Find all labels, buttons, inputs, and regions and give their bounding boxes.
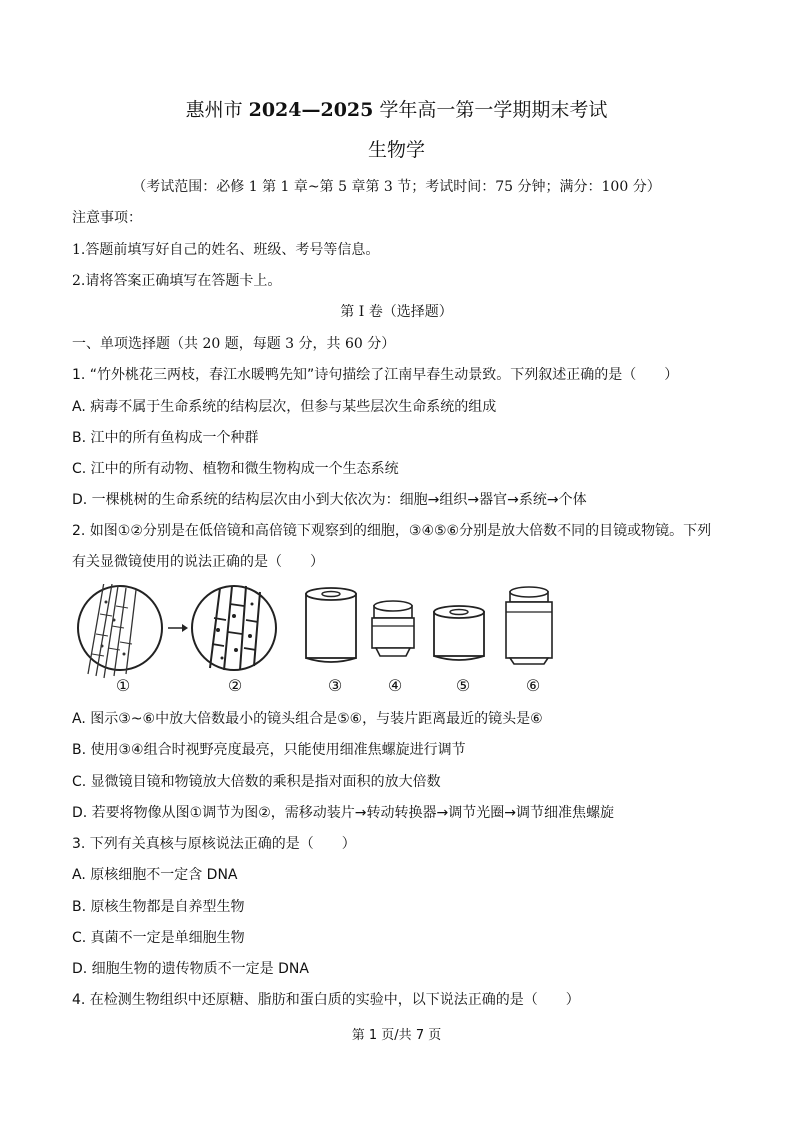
question-3-option-a: A. 原核细胞不一定含 DNA (72, 867, 238, 883)
question-2-option-b: B. 使用③④组合时视野亮度最亮，只能使用细准焦螺旋进行调节 (72, 742, 466, 758)
microscope-figure-svg (74, 584, 564, 704)
question-2-stem-cont: 有关显微镜使用的说法正确的是（ ） (72, 554, 324, 570)
arrow-icon (168, 624, 188, 632)
notes-heading: 注意事项： (72, 210, 142, 226)
question-2-stem: 2. 如图①②分别是在低倍镜和高倍镜下观察到的细胞，③④⑤⑥分别是放大倍数不同的目镜或物镜。下列 (72, 523, 712, 539)
figure-label-6: ⑥ (525, 676, 541, 695)
question-1-option-b: B. 江中的所有鱼构成一个种群 (72, 430, 259, 446)
figure-label-3: ③ (327, 676, 343, 695)
question-3-option-b: B. 原核生物都是自养型生物 (72, 899, 245, 915)
microscope-figure (74, 584, 564, 704)
question-2-option-c: C. 显微镜目镜和物镜放大倍数的乘积是指对面积的放大倍数 (72, 774, 441, 790)
page-number: 第 1 页/共 7 页 (351, 1028, 442, 1043)
question-3-stem: 3. 下列有关真核与原核说法正确的是（ ） (72, 836, 356, 852)
question-1-option-d: D. 一棵桃树的生命系统的结构层次由小到大依次为：细胞→组织→器官→系统→个体 (72, 492, 587, 508)
lens-3-image (306, 588, 356, 662)
high-power-view-image (192, 586, 276, 670)
lens-5-image (434, 606, 484, 660)
exam-title: 惠州市 2024—2025 学年高一第一学期期末考试 (185, 99, 608, 121)
question-4-stem: 4. 在检测生物组织中还原糖、脂肪和蛋白质的实验中，以下说法正确的是（ ） (72, 992, 580, 1008)
question-1-option-c: C. 江中的所有动物、植物和微生物构成一个生态系统 (72, 461, 399, 477)
question-1-option-a: A. 病毒不属于生命系统的结构层次，但参与某些层次生命系统的组成 (72, 399, 497, 415)
lens-4-image (372, 601, 414, 656)
question-1-stem: 1. “竹外桃花三两枝，春江水暖鸭先知”诗句描绘了江南早春生动景致。下列叙述正确的是（ ） (72, 367, 679, 383)
part-heading: 一、单项选择题（共 20 题，每题 3 分，共 60 分） (72, 336, 396, 352)
exam-scope: （考试范围：必修 1 第 1 章~第 5 章第 3 节；考试时间：75 分钟；满分：100 分） (132, 179, 661, 195)
question-3-option-c: C. 真菌不一定是单细胞生物 (72, 930, 245, 946)
volume-heading: 第 I 卷（选择题） (340, 304, 453, 320)
figure-label-4: ④ (387, 676, 403, 695)
question-2-option-d: D. 若要将物像从图①调节为图②，需移动装片→转动转换器→调节光圈→调节细准焦螺旋 (72, 805, 614, 821)
lens-6-image (506, 587, 552, 664)
note-item: 2.请将答案正确填写在答题卡上。 (72, 273, 282, 289)
figure-label-5: ⑤ (455, 676, 471, 695)
subject-title: 生物学 (367, 139, 425, 161)
low-power-view-image (78, 584, 162, 678)
question-3-option-d: D. 细胞生物的遗传物质不一定是 DNA (72, 961, 309, 977)
note-item: 1.答题前填写好自己的姓名、班级、考号等信息。 (72, 242, 380, 258)
question-2-option-a: A. 图示③~⑥中放大倍数最小的镜头组合是⑤⑥，与装片距离最近的镜头是⑥ (72, 711, 543, 727)
figure-label-2: ② (227, 676, 243, 695)
figure-label-1: ① (115, 676, 131, 695)
